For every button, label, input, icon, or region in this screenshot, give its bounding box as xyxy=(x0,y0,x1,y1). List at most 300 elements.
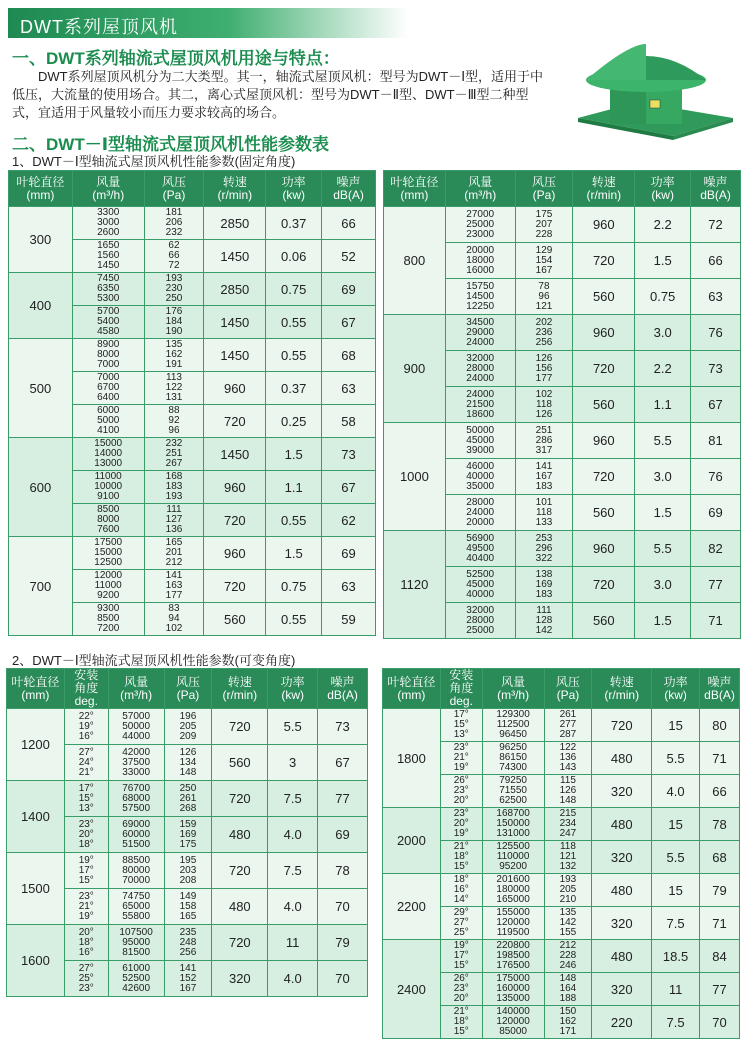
table-cell: 73 xyxy=(322,438,376,471)
cell-value: 18° xyxy=(453,874,469,885)
cell-value: 135 xyxy=(165,339,183,350)
table-cell: 960 xyxy=(573,423,635,459)
roof-fan-image xyxy=(568,40,738,140)
impeller-diameter-cell: 1500 xyxy=(7,853,65,925)
multi-value-cell xyxy=(144,504,204,537)
table-cell: 0.25 xyxy=(266,405,322,438)
cell-value: 212 xyxy=(559,940,577,951)
table-cell: 18.5 xyxy=(652,940,700,973)
table-cell: 3.0 xyxy=(635,315,691,351)
cell-value: 118 xyxy=(559,841,576,852)
multi-value-cell xyxy=(440,709,482,742)
cell-value: 16000 xyxy=(466,264,495,276)
cell-value: 18° xyxy=(78,838,94,850)
cell-value: 17° xyxy=(453,709,469,720)
multi-value-cell xyxy=(482,709,544,742)
cell-value: 191 xyxy=(165,359,183,370)
table-cell: 560 xyxy=(573,495,635,531)
impeller-diameter-cell: 1800 xyxy=(383,709,441,808)
cell-value: 102 xyxy=(165,623,183,634)
cell-value: 127 xyxy=(165,514,183,525)
column-header xyxy=(72,171,144,207)
table-cell: 2.2 xyxy=(635,207,691,243)
cell-value: 111 xyxy=(536,604,552,616)
impeller-diameter-cell: 1000 xyxy=(384,423,446,531)
cell-value: 9200 xyxy=(97,590,120,601)
page-title: DWT系列屋顶风机 xyxy=(20,17,178,37)
cell-value: 12000 xyxy=(94,570,123,581)
table-row xyxy=(9,438,376,471)
cell-value: 26° xyxy=(453,775,469,786)
cell-value: 287 xyxy=(559,729,577,740)
cell-value: 95200 xyxy=(499,861,527,872)
cell-value: 140000 xyxy=(496,1006,530,1017)
column-header-line: (m³/h) xyxy=(120,687,153,702)
column-header-line: (Pa) xyxy=(176,687,200,702)
multi-value-cell xyxy=(144,570,204,603)
column-header xyxy=(108,669,164,709)
table-cell: 7.5 xyxy=(652,907,700,940)
cell-value: 183 xyxy=(165,481,183,492)
table-row xyxy=(7,925,368,961)
column-header-line: 风量 xyxy=(468,174,493,189)
cell-value: 14000 xyxy=(94,448,123,459)
cell-value: 23000 xyxy=(466,228,495,240)
table-cell: 560 xyxy=(212,745,268,781)
column-header-line: 风压 xyxy=(175,674,200,689)
table-cell: 67 xyxy=(322,471,376,504)
cell-value: 180000 xyxy=(496,884,530,895)
cell-value: 25° xyxy=(453,927,469,938)
table-cell: 480 xyxy=(212,817,268,853)
cell-value: 83 xyxy=(168,603,180,614)
cell-value: 19° xyxy=(78,854,94,866)
cell-value: 39000 xyxy=(466,444,495,456)
column-header-line: (mm) xyxy=(26,187,55,202)
table-cell: 220 xyxy=(592,1006,652,1039)
column-header-line: (r/min) xyxy=(586,187,622,202)
column-header-line: (mm) xyxy=(21,687,50,702)
multi-value-cell xyxy=(515,279,573,315)
table-cell: 76 xyxy=(691,459,741,495)
cell-value: 70000 xyxy=(122,874,151,886)
table-cell: 63 xyxy=(322,570,376,603)
column-header-line: dB(A) xyxy=(327,687,358,702)
cell-value: 40000 xyxy=(466,588,495,600)
multi-value-cell xyxy=(440,973,482,1006)
cell-value: 8500 xyxy=(97,504,120,515)
table-cell: 320 xyxy=(592,775,652,808)
table-cell: 480 xyxy=(592,940,652,973)
cell-value: 205 xyxy=(179,720,197,732)
cell-value: 23° xyxy=(78,890,94,902)
cell-value: 52500 xyxy=(466,568,495,580)
cell-value: 46000 xyxy=(466,460,495,472)
multi-value-cell xyxy=(64,925,108,961)
table-cell: 1.5 xyxy=(635,495,691,531)
cell-value: 149 xyxy=(179,890,197,902)
table-cell: 720 xyxy=(204,405,266,438)
multi-value-cell xyxy=(72,471,144,504)
cell-value: 141 xyxy=(165,570,183,581)
table-cell: 2850 xyxy=(204,273,266,306)
cell-value: 150 xyxy=(559,1006,577,1017)
cell-value: 163 xyxy=(165,580,183,591)
multi-value-cell xyxy=(108,853,164,889)
cell-value: 7200 xyxy=(97,623,120,634)
column-header-line: 风量 xyxy=(124,674,149,689)
table-cell: 720 xyxy=(212,709,268,745)
table-cell: 960 xyxy=(204,537,266,570)
column-header-line: 功率 xyxy=(281,174,306,189)
cell-value: 19° xyxy=(453,828,469,839)
table-cell: 69 xyxy=(691,495,741,531)
cell-value: 159 xyxy=(179,818,197,830)
column-header-line: (Pa) xyxy=(556,687,580,702)
cell-value: 23° xyxy=(78,982,94,994)
multi-value-cell xyxy=(164,709,212,745)
cell-value: 167 xyxy=(179,982,197,994)
table-cell: 1.1 xyxy=(266,471,322,504)
cell-value: 88500 xyxy=(122,854,151,866)
table-cell: 1450 xyxy=(204,339,266,372)
cell-value: 85000 xyxy=(499,1026,527,1037)
cell-value: 155 xyxy=(559,927,577,938)
multi-value-cell xyxy=(544,808,592,841)
cell-value: 23° xyxy=(453,808,469,819)
cell-value: 1650 xyxy=(97,240,120,251)
cell-value: 42600 xyxy=(122,982,151,994)
cell-value: 23° xyxy=(453,983,469,994)
cell-value: 18° xyxy=(453,1016,469,1027)
cell-value: 20000 xyxy=(466,516,495,528)
cell-value: 25000 xyxy=(466,218,495,230)
multi-value-cell xyxy=(544,907,592,940)
table-cell: 3.0 xyxy=(635,459,691,495)
cell-value: 210 xyxy=(559,894,577,905)
cell-value: 277 xyxy=(559,719,577,730)
cell-value: 11000 xyxy=(94,580,122,591)
cell-value: 49500 xyxy=(466,542,495,554)
cell-value: 122 xyxy=(165,382,183,393)
header-row xyxy=(7,669,368,709)
impeller-diameter-cell: 2400 xyxy=(383,940,441,1039)
multi-value-cell xyxy=(482,874,544,907)
table-cell: 70 xyxy=(700,1006,740,1039)
column-header-line: (Pa) xyxy=(162,187,186,202)
cell-value: 175000 xyxy=(496,973,530,984)
variable-subtitle: 2、DWT－Ⅰ型轴流式屋顶风机性能参数(可变角度) xyxy=(12,653,296,668)
table-cell: 5.5 xyxy=(268,709,318,745)
cell-value: 32000 xyxy=(466,352,495,364)
cell-value: 205 xyxy=(559,884,577,895)
multi-value-cell xyxy=(144,240,204,273)
cell-value: 136 xyxy=(559,752,577,763)
cell-value: 203 xyxy=(179,864,197,876)
cell-value: 209 xyxy=(179,730,197,742)
table-cell: 480 xyxy=(592,742,652,775)
table-cell: 320 xyxy=(592,907,652,940)
cell-value: 188 xyxy=(559,993,577,1004)
column-header-line: dB(A) xyxy=(333,187,364,202)
section1-text: DWT系列屋顶风机分为二大类型。其一，轴流式屋顶风机：型号为DWT－Ⅰ型，适用于中低压，大流量的使用场合。其二，离心式屋顶风机：型号为DWT－Ⅱ型、DWT－Ⅲ型二种型式，宜适用于风量较小而压力要求较高的场合。 xyxy=(12,69,544,120)
cell-value: 96 xyxy=(168,425,180,436)
header-row xyxy=(9,171,376,207)
cell-value: 27000 xyxy=(466,208,495,220)
table-cell: 1.5 xyxy=(635,243,691,279)
cell-value: 21° xyxy=(453,752,469,763)
column-header-line: (kw) xyxy=(282,187,305,202)
cell-value: 2600 xyxy=(97,227,120,238)
fixed-subtitle: 1、DWT－Ⅰ型轴流式屋顶风机性能参数(固定角度) xyxy=(12,154,296,169)
column-header xyxy=(384,171,446,207)
multi-value-cell xyxy=(445,279,515,315)
cell-value: 177 xyxy=(535,372,553,384)
cell-value: 121 xyxy=(559,851,577,862)
cell-value: 171 xyxy=(559,1026,577,1037)
cell-value: 45000 xyxy=(466,578,495,590)
cell-value: 28000 xyxy=(466,362,495,374)
cell-value: 196 xyxy=(179,710,197,722)
cell-value: 267 xyxy=(165,458,183,469)
multi-value-cell xyxy=(482,742,544,775)
cell-value: 125500 xyxy=(496,841,530,852)
cell-value: 250 xyxy=(165,293,183,304)
cell-value: 27° xyxy=(78,962,94,974)
cell-value: 23° xyxy=(453,742,469,753)
cell-value: 15° xyxy=(453,960,469,971)
multi-value-cell xyxy=(108,817,164,853)
cell-value: 25° xyxy=(78,972,94,984)
cell-value: 32000 xyxy=(466,604,495,616)
cell-value: 17° xyxy=(78,864,94,876)
cell-value: 162 xyxy=(165,349,183,360)
table-cell: 480 xyxy=(212,889,268,925)
multi-value-cell xyxy=(440,841,482,874)
impeller-diameter-cell: 2200 xyxy=(383,874,441,940)
column-header-line: (kw) xyxy=(651,187,674,202)
cell-value: 142 xyxy=(559,917,577,928)
column-header xyxy=(268,669,318,709)
multi-value-cell xyxy=(445,603,515,639)
impeller-diameter-cell: 900 xyxy=(384,315,446,423)
cell-value: 57000 xyxy=(122,710,151,722)
column-header-line: (m³/h) xyxy=(92,187,125,202)
table-cell: 11 xyxy=(268,925,318,961)
cell-value: 4100 xyxy=(97,425,120,436)
column-header-line: 功率 xyxy=(650,174,675,189)
table-cell: 66 xyxy=(700,775,740,808)
table-cell: 71 xyxy=(700,907,740,940)
column-header xyxy=(204,171,266,207)
column-header-line: 噪声 xyxy=(703,174,728,189)
column-header-line: (m³/h) xyxy=(497,687,530,702)
table-cell: 1.5 xyxy=(635,603,691,639)
multi-value-cell xyxy=(144,372,204,405)
cell-value: 220800 xyxy=(496,940,530,951)
cell-value: 131000 xyxy=(496,828,530,839)
title-bar xyxy=(8,8,408,38)
cell-value: 232 xyxy=(165,438,183,449)
cell-value: 195 xyxy=(179,854,197,866)
multi-value-cell xyxy=(482,808,544,841)
table-cell: 7.5 xyxy=(652,1006,700,1039)
multi-value-cell xyxy=(164,781,212,817)
column-header-line: 风压 xyxy=(531,174,556,189)
cell-value: 126 xyxy=(559,785,577,796)
table-cell: 68 xyxy=(700,841,740,874)
multi-value-cell xyxy=(440,940,482,973)
column-header-line: 风压 xyxy=(555,674,580,689)
multi-value-cell xyxy=(164,925,212,961)
multi-value-cell xyxy=(108,961,164,997)
table-cell: 69 xyxy=(318,817,368,853)
table-cell: 560 xyxy=(573,387,635,423)
cell-value: 228 xyxy=(559,950,577,961)
table-cell: 2.2 xyxy=(635,351,691,387)
cell-value: 74750 xyxy=(122,890,151,902)
cell-value: 96250 xyxy=(499,742,527,753)
cell-value: 152 xyxy=(179,972,197,984)
cell-value: 8900 xyxy=(97,339,120,350)
multi-value-cell xyxy=(515,423,573,459)
column-header-line: 叶轮直径 xyxy=(11,674,60,689)
cell-value: 207 xyxy=(535,218,553,230)
cell-value: 19° xyxy=(78,910,94,922)
column-header-line: 噪声 xyxy=(330,674,355,689)
multi-value-cell xyxy=(72,207,144,240)
multi-value-cell xyxy=(515,603,573,639)
multi-value-cell xyxy=(544,940,592,973)
fixed-angle-table-left xyxy=(8,170,376,636)
cell-value: 113 xyxy=(166,372,182,383)
multi-value-cell xyxy=(515,531,573,567)
table-cell: 560 xyxy=(573,279,635,315)
column-header-line: 角度 xyxy=(74,681,99,695)
cell-value: 19° xyxy=(78,720,94,732)
impeller-diameter-cell: 1600 xyxy=(7,925,65,997)
column-header xyxy=(322,171,376,207)
cell-value: 128 xyxy=(535,614,553,626)
multi-value-cell xyxy=(482,1006,544,1039)
column-header-line: (r/min) xyxy=(604,687,640,702)
cell-value: 21500 xyxy=(466,398,495,410)
multi-value-cell xyxy=(72,504,144,537)
cell-value: 251 xyxy=(535,424,553,436)
cell-value: 4580 xyxy=(97,326,120,337)
table-cell: 15 xyxy=(652,808,700,841)
multi-value-cell xyxy=(164,961,212,997)
multi-value-cell xyxy=(72,339,144,372)
table-cell: 63 xyxy=(691,279,741,315)
column-header-line: 安装 xyxy=(74,668,99,682)
table-cell: 720 xyxy=(204,570,266,603)
cell-value: 16° xyxy=(453,884,469,895)
column-header-line: (mm) xyxy=(400,187,429,202)
cell-value: 79250 xyxy=(499,775,527,786)
cell-value: 29° xyxy=(453,907,469,918)
multi-value-cell xyxy=(64,709,108,745)
cell-value: 183 xyxy=(535,480,553,492)
cell-value: 156 xyxy=(535,362,553,374)
multi-value-cell xyxy=(144,207,204,240)
cell-value: 42000 xyxy=(122,746,151,758)
cell-value: 261 xyxy=(179,792,197,804)
cell-value: 176 xyxy=(165,306,183,317)
cell-value: 119500 xyxy=(496,927,530,938)
cell-value: 62 xyxy=(168,240,180,251)
multi-value-cell xyxy=(482,973,544,1006)
table-cell: 82 xyxy=(691,531,741,567)
multi-value-cell xyxy=(445,567,515,603)
multi-value-cell xyxy=(108,781,164,817)
cell-value: 148 xyxy=(559,973,577,984)
cell-value: 126 xyxy=(535,408,553,420)
table-cell: 62 xyxy=(322,504,376,537)
cell-value: 165 xyxy=(165,537,183,548)
cell-value: 24000 xyxy=(466,372,495,384)
cell-value: 65000 xyxy=(122,900,151,912)
column-header-line: 功率 xyxy=(280,674,305,689)
multi-value-cell xyxy=(164,853,212,889)
cell-value: 193 xyxy=(165,491,183,502)
cell-value: 126 xyxy=(179,746,197,758)
cell-value: 61000 xyxy=(122,962,151,974)
cell-value: 183 xyxy=(535,588,553,600)
cell-value: 193 xyxy=(165,273,183,284)
table-cell: 960 xyxy=(204,471,266,504)
cell-value: 94 xyxy=(168,613,180,624)
cell-value: 261 xyxy=(559,709,577,720)
cell-value: 12250 xyxy=(466,300,495,312)
column-header xyxy=(7,669,65,709)
table-cell: 15 xyxy=(652,874,700,907)
multi-value-cell xyxy=(440,1006,482,1039)
cell-value: 134 xyxy=(179,756,197,768)
cell-value: 76700 xyxy=(122,782,151,794)
column-header xyxy=(573,171,635,207)
table-cell: 71 xyxy=(691,603,741,639)
multi-value-cell xyxy=(445,459,515,495)
cell-value: 168700 xyxy=(496,808,530,819)
column-header-line: deg. xyxy=(74,694,98,708)
cell-value: 15° xyxy=(453,1026,469,1037)
cell-value: 212 xyxy=(165,557,183,568)
column-header-line: 风压 xyxy=(161,174,186,189)
cell-value: 177 xyxy=(165,590,183,601)
column-header-line: 叶轮直径 xyxy=(16,174,65,189)
table-cell: 70 xyxy=(318,889,368,925)
multi-value-cell xyxy=(515,567,573,603)
table-cell: 77 xyxy=(700,973,740,1006)
cell-value: 184 xyxy=(165,316,183,327)
multi-value-cell xyxy=(64,889,108,925)
column-header-line: 功率 xyxy=(663,674,688,689)
multi-value-cell xyxy=(440,907,482,940)
cell-value: 7000 xyxy=(97,372,120,383)
multi-value-cell xyxy=(64,745,108,781)
multi-value-cell xyxy=(164,817,212,853)
cell-value: 118 xyxy=(536,398,552,410)
multi-value-cell xyxy=(544,973,592,1006)
cell-value: 21° xyxy=(78,766,94,778)
multi-value-cell xyxy=(544,742,592,775)
table-cell: 720 xyxy=(212,925,268,961)
cell-value: 202 xyxy=(535,316,553,328)
table-row xyxy=(384,315,741,351)
cell-value: 80000 xyxy=(122,864,151,876)
column-header-line: 转速 xyxy=(227,674,252,689)
